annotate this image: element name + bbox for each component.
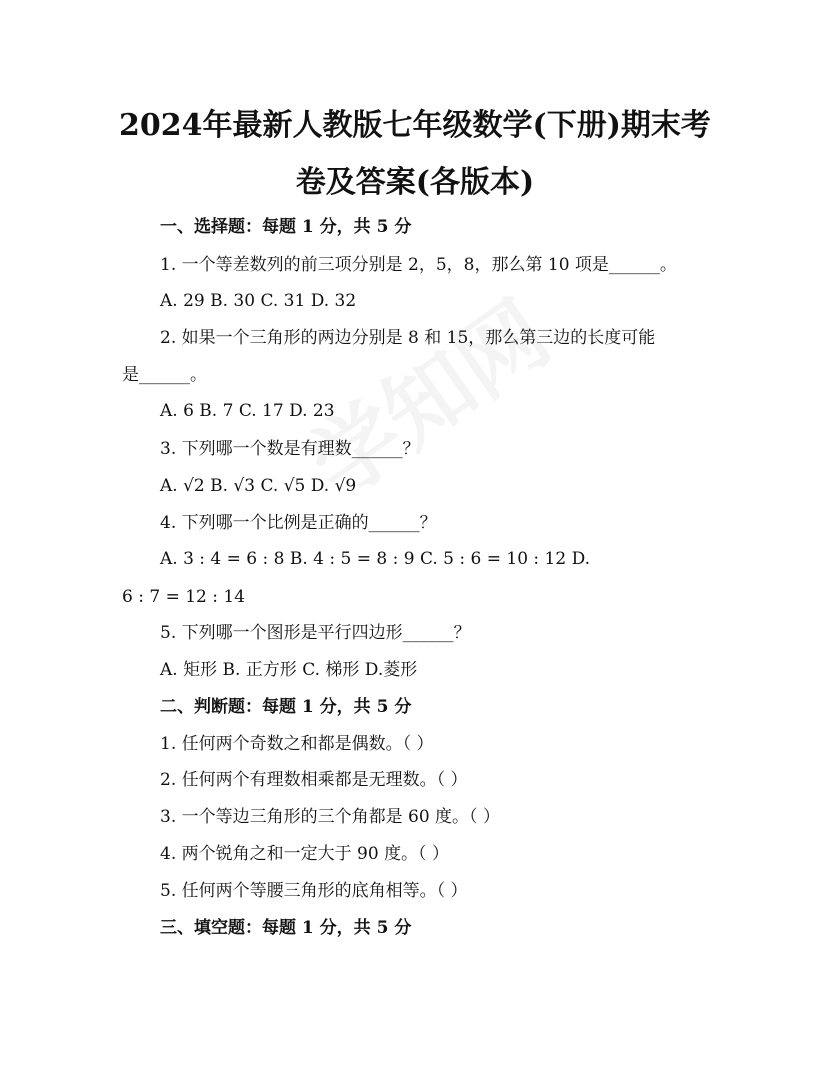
judge-question-3: 3. 一个等边三角形的三个角都是 60 度。（ ） — [160, 807, 500, 827]
choice-options-3: A. √2 B. √3 C. √5 D. √9 — [160, 476, 357, 496]
choice-options-1: A. 29 B. 30 C. 31 D. 32 — [160, 291, 357, 311]
choice-question-5: 5. 下列哪一个图形是平行四边形______？ — [160, 623, 471, 643]
judge-question-2: 2. 任何两个有理数相乘都是无理数。（ ） — [160, 770, 468, 790]
choice-options-4-continued: 6 : 7 = 12 : 14 — [122, 587, 246, 607]
judge-question-1: 1. 任何两个奇数之和都是偶数。（ ） — [160, 734, 434, 754]
choice-question-3: 3. 下列哪一个数是有理数______？ — [160, 439, 420, 459]
section-header-choice: 一、选择题：每题 1 分，共 5 分 — [160, 217, 412, 237]
choice-options-5: A. 矩形 B. 正方形 C. 梯形 D.菱形 — [160, 660, 418, 680]
section-header-judge: 二、判断题：每题 1 分，共 5 分 — [160, 697, 412, 717]
judge-question-4: 4. 两个锐角之和一定大于 90 度。（ ） — [160, 844, 449, 864]
choice-question-4: 4. 下列哪一个比例是正确的______？ — [160, 513, 437, 533]
choice-options-2: A. 6 B. 7 C. 17 D. 23 — [160, 401, 335, 421]
section-header-fill: 三、填空题：每题 1 分，共 5 分 — [160, 918, 412, 938]
document-title-line-2: 卷及答案(各版本) — [295, 165, 535, 200]
choice-question-1: 1. 一个等差数列的前三项分别是 2，5，8，那么第 10 项是______。 — [160, 255, 677, 275]
document-title-line-1: 2024年最新人教版七年级数学(下册)期末考 — [119, 108, 711, 143]
choice-question-2-continued: 是______。 — [122, 365, 207, 385]
judge-question-5: 5. 任何两个等腰三角形的底角相等。（ ） — [160, 881, 468, 901]
choice-question-2: 2. 如果一个三角形的两边分别是 8 和 15，那么第三边的长度可能 — [160, 328, 656, 348]
choice-options-4: A. 3 : 4 = 6 : 8 B. 4 : 5 = 8 : 9 C. 5 : 6 = 10 : 12 D. — [160, 549, 591, 569]
